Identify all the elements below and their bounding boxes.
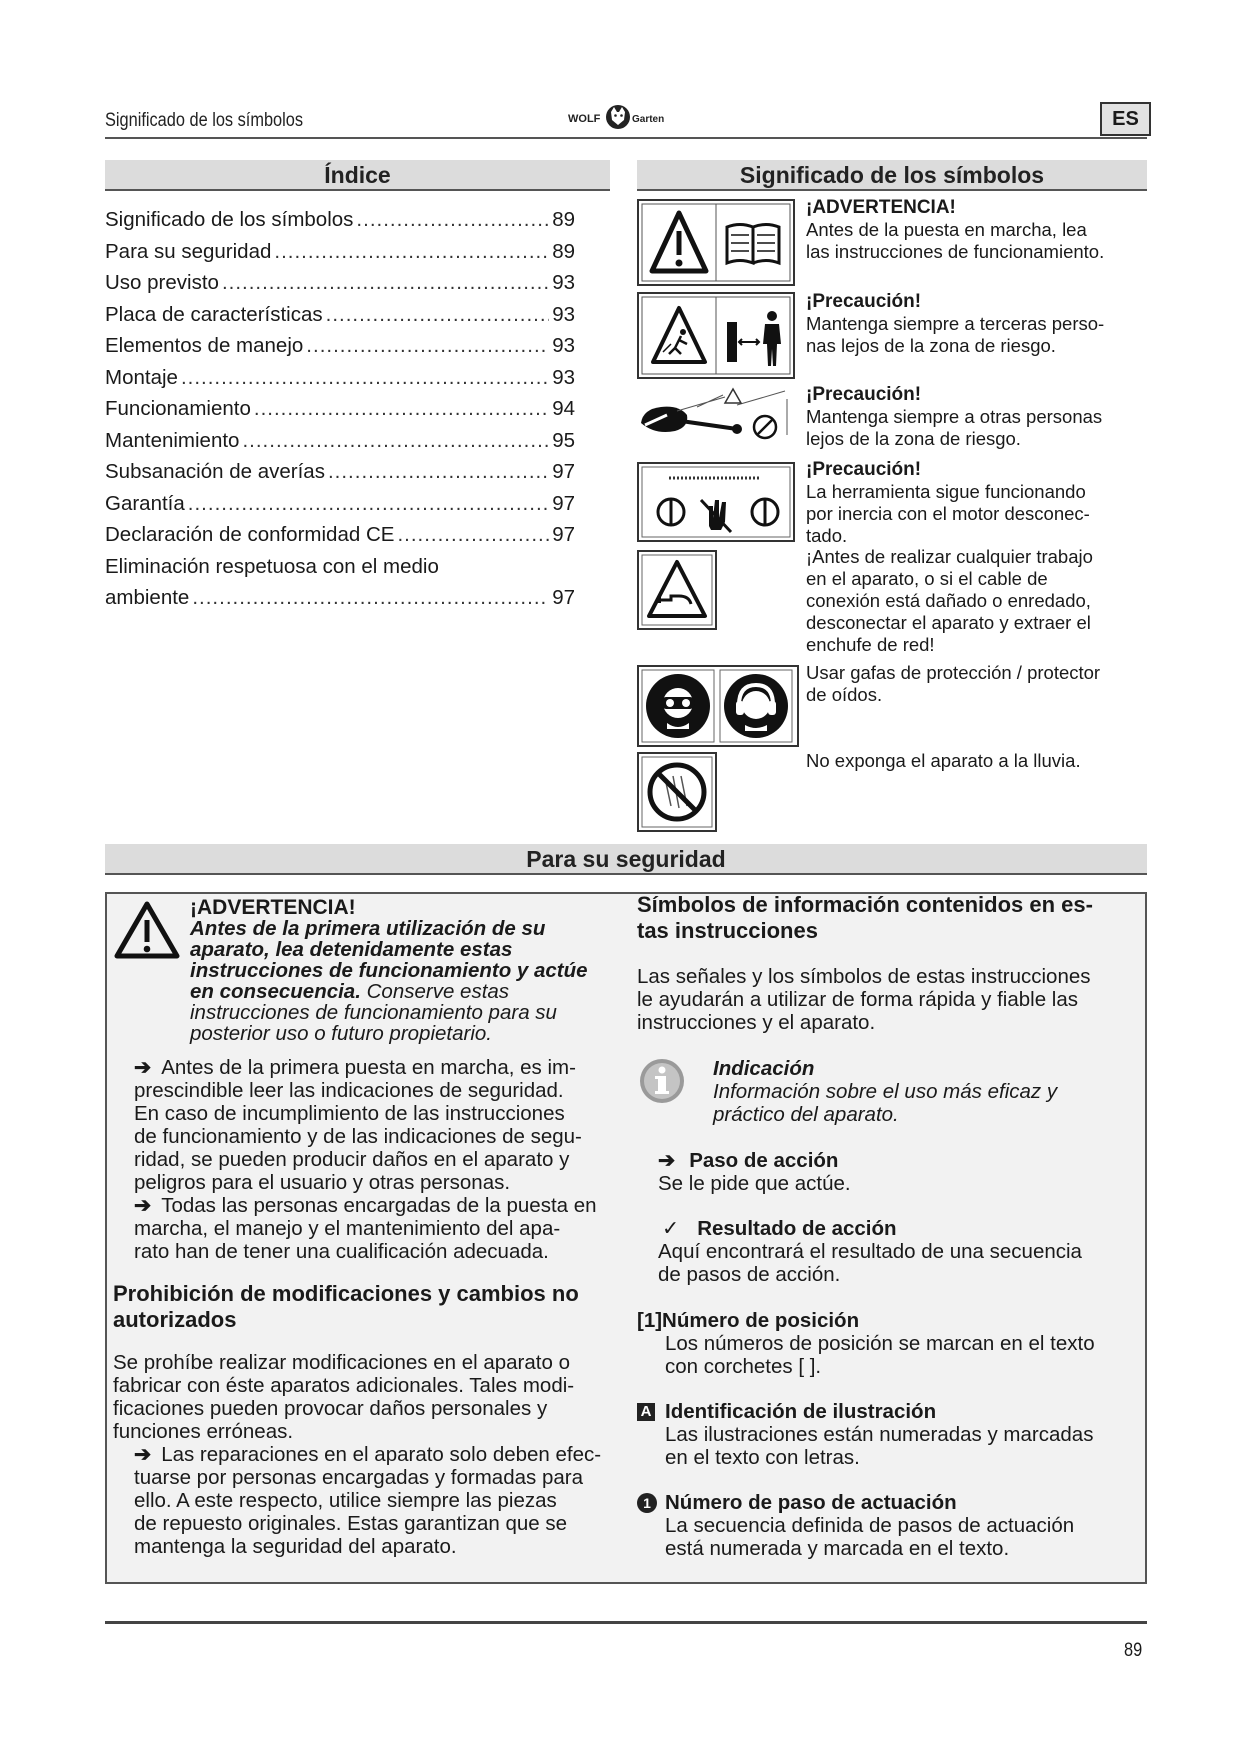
toc-leader-dots (306, 330, 549, 362)
toc-item[interactable] (105, 425, 575, 457)
info-icon (638, 1057, 686, 1105)
arrow-right-icon: ➔ (134, 1443, 152, 1466)
footer-rule (105, 1621, 1147, 1624)
arrow-right-icon: ➔ (134, 1056, 152, 1079)
toc-item-page: 97 (552, 460, 575, 483)
arrow-right-icon: ➔ (658, 1149, 676, 1172)
toc-item-page: 97 (552, 586, 575, 609)
symbols-heading: Significado de los símbolos (637, 160, 1147, 191)
unplug-symbol (637, 550, 717, 630)
header-rule (105, 137, 1147, 139)
toc-leader-dots (192, 582, 549, 614)
hand-prohibited-icon (701, 500, 731, 532)
toc-leader-dots (397, 519, 549, 551)
toc-item-page: 93 (552, 365, 575, 389)
toc-item-label: Funcionamiento (105, 397, 251, 420)
toc-item-label: Declaración de conformidad CE (105, 523, 395, 546)
toc-item-label: Elementos de manejo (105, 334, 304, 357)
toc-item-page: 93 (552, 271, 575, 294)
toc-item-page: 89 (552, 208, 575, 231)
toc-leader-dots (222, 267, 549, 299)
info-symbols-text: Las señales y los símbolos de estas instrucciones le ayudarán a utilizar de forma rápida y fiable las instrucciones y el aparato. (637, 965, 1091, 1034)
action-result-block: ✓ Resultado de acción Aquí encontrará el resultado de una secuencia de pasos de acción. (658, 1217, 1082, 1286)
toc-item[interactable] (105, 519, 575, 551)
illustration-id-block: A Identificación de ilustración Las ilustraciones están numeradas y marcadas en el texto con letras. (637, 1400, 1093, 1469)
prohibition-text: Se prohíbe realizar modificaciones en el aparato o fabricar con éste aparatos adicionales. Tales modi- ficaciones pueden provocar daños personales y funciones erróneas. (113, 1351, 575, 1443)
spinning-head-icon (658, 498, 684, 526)
position-number-block: [1]Número de posición Los números de posición se marcan en el texto con corchetes [ ]. (637, 1309, 1095, 1378)
symbol-2-text: ¡Precaución! Mantenga siempre a terceras perso- nas lejos de la zona de riesgo. (806, 291, 1105, 356)
toc-item[interactable] (105, 488, 575, 520)
svg-text:Garten: Garten (632, 114, 665, 125)
page-number: 89 (1124, 1640, 1143, 1661)
action-step-block: ➔ Paso de acción Se le pide que actúe. (658, 1149, 851, 1195)
symbol-5-text: ¡Antes de realizar cualquier trabajo en el aparato, o si el cable de conexión está dañado o enredado, desconectar el aparato y extraer el enchufe de red! (806, 546, 1093, 655)
toc-item[interactable] (105, 456, 575, 488)
symbol-6-text: Usar gafas de protección / protector de oídos. (806, 662, 1101, 705)
brand-logo (566, 102, 686, 132)
checkmark-icon: ✓ (662, 1217, 680, 1240)
book-icon (727, 225, 779, 264)
machine-icon (727, 322, 737, 362)
toc-item-label: Uso previsto (105, 271, 219, 294)
thrown-objects-warning-icon (653, 308, 705, 362)
symbol-4-text: ¡Precaución! La herramienta sigue funcionando por inercia con el motor desconec- tado. (806, 459, 1090, 546)
toc-item[interactable] (105, 362, 575, 394)
coasting-tool-symbol (637, 462, 795, 542)
symbol-1-text: ¡ADVERTENCIA! Antes de la puesta en marcha, lea las instrucciones de funcionamiento. (806, 197, 1105, 262)
toc-item-label: Garantía (105, 491, 185, 515)
toc-item-page: 93 (552, 302, 575, 326)
protective-gear-symbol (637, 665, 799, 747)
step-number-block: 1 Número de paso de actuación La secuencia definida de pasos de actuación está numerada y marcada en el texto. (637, 1491, 1074, 1560)
trimmer-keep-distance-symbol (637, 385, 795, 447)
person-icon (763, 311, 781, 366)
toc-item[interactable] (105, 299, 575, 331)
no-rain-symbol (637, 752, 717, 832)
ear-protection-icon (724, 674, 788, 738)
warning-manual-symbol (637, 199, 795, 286)
bystander-distance-symbol (637, 292, 795, 379)
table-of-contents (105, 204, 575, 614)
warning-block: ¡ADVERTENCIA! Antes de la primera utilización de su aparato, lea detenidamente estas instrucciones de funcionamiento y actúe en consecuencia. Conserve estas instrucciones de funcionamiento para su posterior uso o futuro propietario. (190, 896, 588, 1045)
toc-leader-dots (356, 204, 549, 236)
toc-item[interactable] (105, 393, 575, 425)
toc-item-page: 89 (552, 239, 575, 263)
toc-leader-dots (188, 488, 549, 520)
toc-leader-dots (328, 456, 549, 488)
toc-item-label: Mantenimiento (105, 428, 240, 452)
toc-heading: Índice (105, 160, 610, 191)
toc-item[interactable] (105, 330, 575, 362)
step-number-badge: 1 (637, 1493, 657, 1513)
toc-item-label[interactable]: Eliminación respetuosa con el medio (105, 554, 439, 578)
toc-item[interactable] (105, 236, 575, 268)
toc-item-page: 97 (552, 523, 575, 546)
toc-leader-dots (181, 362, 549, 394)
safety-heading: Para su seguridad (105, 844, 1147, 875)
warning-triangle-icon (114, 900, 180, 960)
illustration-letter-badge: A (637, 1403, 655, 1421)
toc-item[interactable] (105, 267, 575, 299)
svg-text:WOLF: WOLF (568, 113, 601, 125)
prohibition-heading: Prohibición de modificaciones y cambios no autorizados (113, 1281, 579, 1332)
toc-item-label: Montaje (105, 365, 178, 389)
toc-item-page: 97 (552, 491, 575, 515)
indication-block: Indicación Información sobre el uso más eficaz y práctico del aparato. (713, 1057, 1058, 1126)
electric-plug-warning-icon (649, 562, 705, 616)
toc-item-label: Placa de características (105, 302, 323, 326)
toc-item-page: 93 (552, 334, 575, 357)
toc-leader-dots (242, 425, 549, 457)
toc-leader-dots (274, 236, 549, 268)
arrow-right-icon: ➔ (134, 1194, 152, 1217)
toc-item-label: Subsanación de averías (105, 460, 325, 483)
info-symbols-heading: Símbolos de información contenidos en es- tas instrucciones (637, 892, 1093, 943)
no-rain-icon (650, 765, 704, 819)
toc-item-page: 94 (552, 397, 575, 420)
paragraph-read-instructions: ➔ Antes de la primera puesta en marcha, es im- prescindible leer las indicaciones de seguridad. En caso de incumplimiento de las instrucciones de funcionamiento y de las indicaciones de segu- ridad, se pueden producir daños en el aparato y peligros para el usuario y otras personas. ➔ Todas las personas encargadas de la puesta en marcha, el manejo y el mantenimiento del apa- rato han de tener una cualificación adecuada. (134, 1056, 597, 1263)
toc-leader-dots (254, 393, 549, 425)
distance-arrow-icon (739, 339, 759, 345)
toc-item-label: Para su seguridad (105, 239, 272, 263)
safety-goggles-icon (646, 674, 710, 738)
toc-item-label: Significado de los símbolos (105, 208, 354, 231)
toc-item[interactable] (105, 204, 575, 236)
toc-item-page: 95 (552, 428, 575, 452)
symbol-3-text: ¡Precaución! Mantenga siempre a otras personas lejos de la zona de riesgo. (806, 384, 1103, 449)
language-badge: ES (1100, 102, 1151, 136)
symbol-7-text: No exponga el aparato a la lluvia. (806, 750, 1081, 771)
running-title: Significado de los símbolos (105, 110, 304, 131)
toc-leader-dots (326, 299, 550, 331)
toc-item-label: ambiente (105, 586, 190, 609)
repair-text: ➔ Las reparaciones en el aparato solo deben efec- tuarse por personas encargadas y formadas para ello. A este respecto, utilice siempre las piezas de repuesto originales. Estas garantizan que se mantenga la seguridad del aparato. (134, 1443, 602, 1558)
toc-item[interactable] (105, 582, 575, 614)
